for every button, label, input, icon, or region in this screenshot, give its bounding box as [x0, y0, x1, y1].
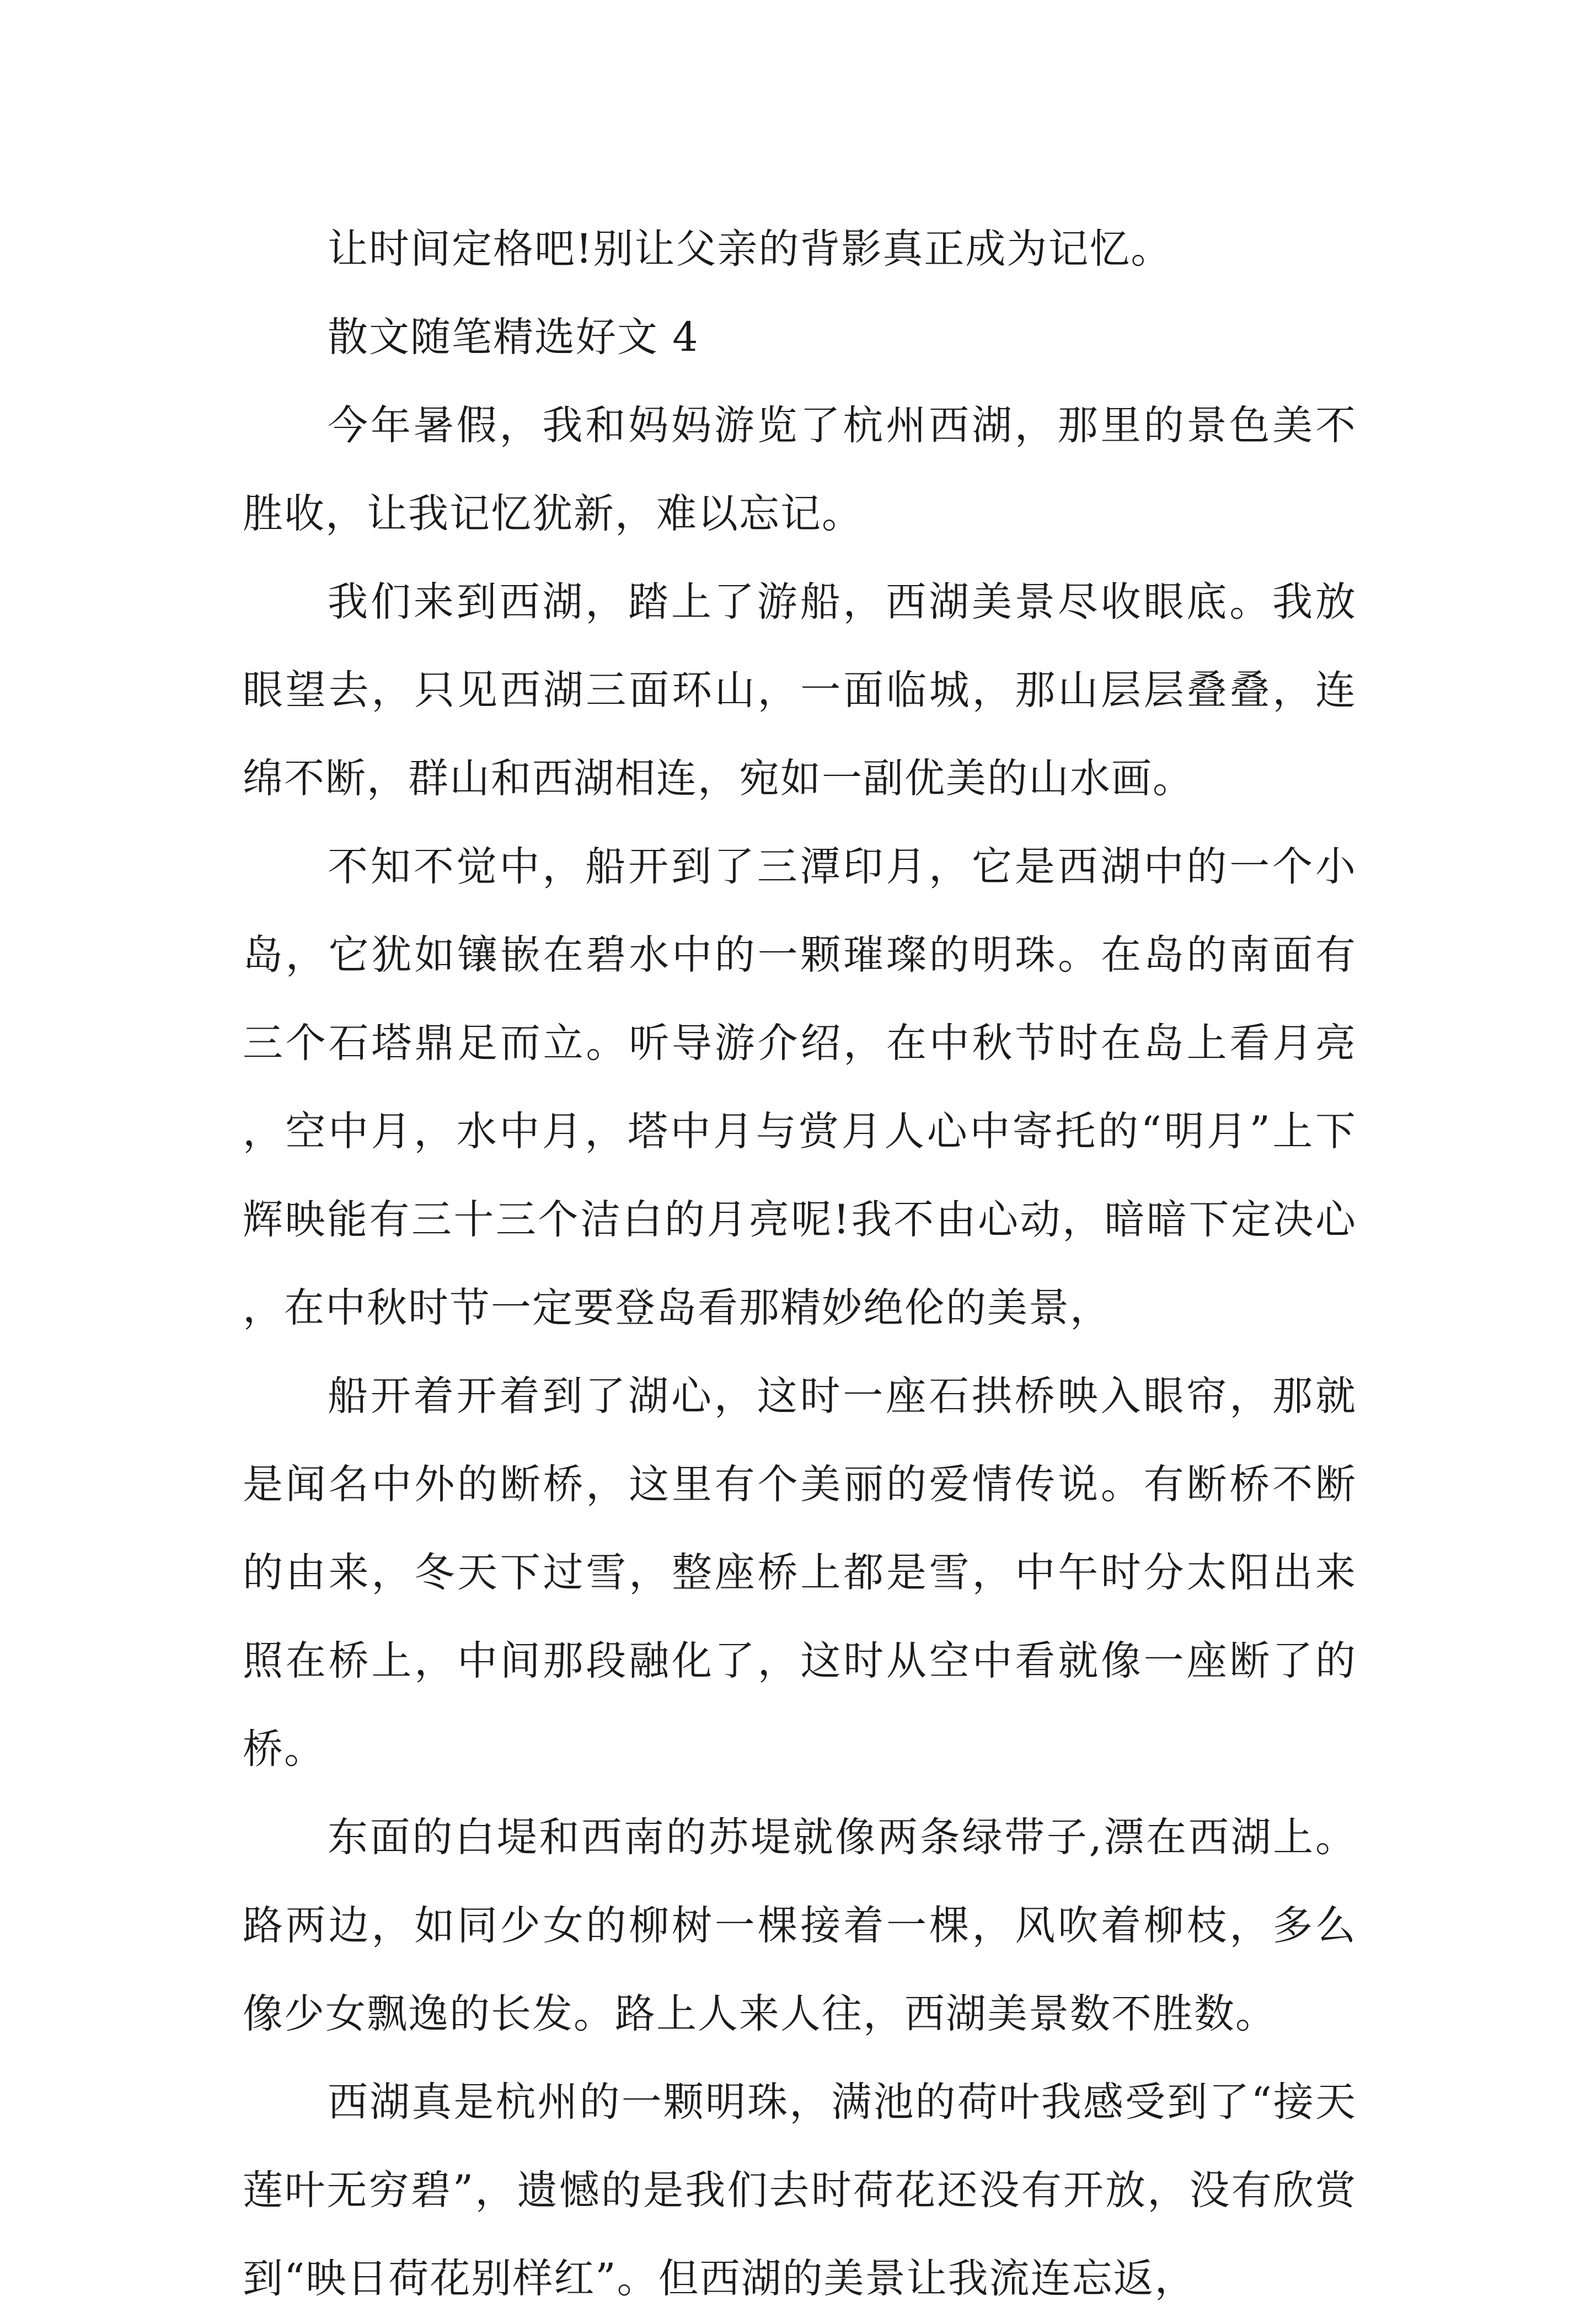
paragraph-1: 让时间定格吧!别让父亲的背影真正成为记忆。	[328, 226, 1172, 272]
paragraph-2: 今年暑假，我和妈妈游览了杭州西湖，那里的景色美不胜收，让我记忆犹新，难以忘记。	[243, 402, 1357, 537]
body-text	[243, 205, 1357, 2323]
paragraph-5: 船开着开着到了湖心，这时一座石拱桥映入眼帘，那就是闻名中外的断桥，这里有个美丽的爱情传说。有断桥不断的由来，冬天下过雪，整座桥上都是雪，中午时分太阳出来照在桥上，中间那段融化了，这时从空中看就像一座断了的桥。	[243, 1373, 1357, 1773]
paragraph-7: 西湖真是杭州的一颗明珠，满池的荷叶我感受到了“接天莲叶无穷碧”，遗憾的是我们去时荷花还没有开放，没有欣赏到“映日荷花别样红”。但西湖的美景让我流连忘返，	[243, 2079, 1357, 2302]
paragraph-3: 我们来到西湖，踏上了游船，西湖美景尽收眼底。我放眼望去，只见西湖三面环山，一面临城，那山层层叠叠，连绵不断，群山和西湖相连，宛如一副优美的山水画。	[243, 579, 1357, 802]
paragraph-6: 东面的白堤和西南的苏堤就像两条绿带子,漂在西湖上。路两边，如同少女的柳树一棵接着一棵，风吹着柳枝，多么像少女飘逸的长发。路上人来人往，西湖美景数不胜数。	[243, 1814, 1357, 2037]
section-heading: 散文随笔精选好文 4	[328, 314, 699, 361]
paragraph-4: 不知不觉中，船开到了三潭印月，它是西湖中的一个小岛，它犹如镶嵌在碧水中的一颗璀璨的明珠。在岛的南面有三个石塔鼎足而立。听导游介绍，在中秋节时在岛上看月亮，空中月，水中月，塔中月与赏月人心中寄托的“明月”上下辉映能有三十三个洁白的月亮呢!我不由心动，暗暗下定决心，在中秋时节一定要登岛看那精妙绝伦的美景，	[243, 843, 1357, 1331]
